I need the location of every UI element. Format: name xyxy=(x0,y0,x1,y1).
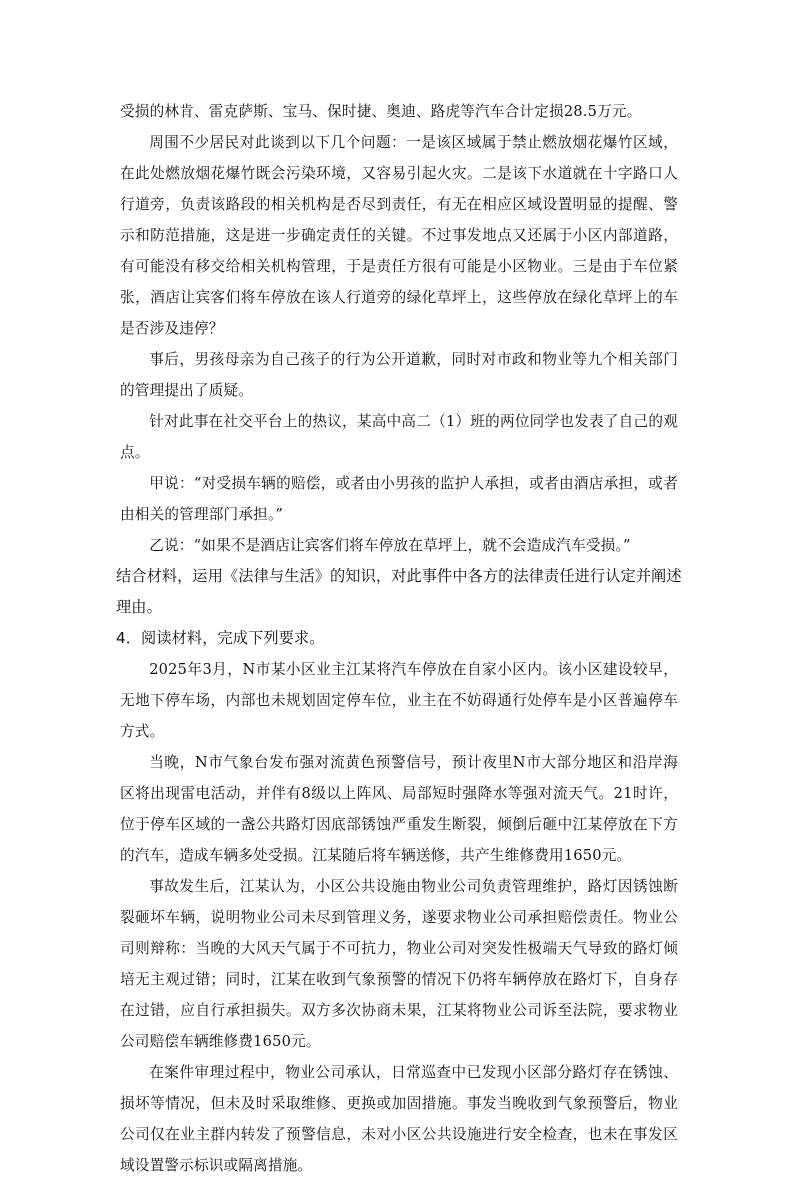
question-four-heading: 4．阅读材料，完成下列要求。 xyxy=(116,629,325,647)
passage-paragraph: 周围不少居民对此谈到以下几个问题：一是该区域属于禁止燃放烟花爆竹区域，在此处燃放烟花爆竹既会污染环境，又容易引起火灾。二是该下水道就在十字路口人行道旁，负责该路段的相关机构是否尽到责任，有无在相应区域设置明显的提醒、警示和防范措施，这是进一步确定责任的关键。不过事发地点又还属于小区内部道路，有可能没有移交给相关机构管理，于是责任方很有可能是小区物业。三是由于车位紧张，酒店让宾客们将车停放在该人行道旁的绿化草坪上，这些停放在绿化草坪上的车是否涉及违停？ xyxy=(120,134,678,337)
material-paragraph: 在案件审理过程中，物业公司承认，日常巡查中已发现小区部分路灯存在锈蚀、损坏等情况，但未及时采取维修、更换或加固措施。事发当晚收到气象预警后，物业公司仅在业主群内转发了预警信息，未对小区公共设施进行安全检查，也未在事发区域设置警示标识或隔离措施。 xyxy=(120,1064,678,1174)
page-content xyxy=(116,96,682,1181)
question-prompt: 结合材料，运用《法律与生活》的知识，对此事件中各方的法律责任进行认定并阐述理由。 xyxy=(116,567,682,616)
question-block xyxy=(116,561,684,654)
material-paragraph: 事故发生后，江某认为，小区公共设施由物业公司负责管理维护，路灯因锈蚀断裂砸坏车辆，说明物业公司未尽到管理义务，遂要求物业公司承担赔偿责任。物业公司则辩称：当晚的大风天气属于不可抗力，物业公司对突发性极端天气导致的路灯倾培无主观过错；同时，江某在收到气象预警的情况下仍将车辆停放在路灯下，自身存在过错，应自行承担损失。双方多次协商未果，江某将物业公司诉至法院，要求物业公司赔偿车辆维修费1650元。 xyxy=(120,878,678,1050)
material-paragraph: 当晚，N市气象台发布强对流黄色预警信号，预计夜里N市大部分地区和沿岸海区将出现雷电活动，并伴有8级以上阵风、局部短时强降水等强对流天气。21时许，位于停车区域的一盏公共路灯因底部锈蚀严重发生断裂，倾倒后砸中江某停放在下方的汽车，造成车辆多处受损。江某随后将车辆送修，共产生维修费用1650元。 xyxy=(120,754,678,864)
passage-paragraph: 受损的林肯、雷克萨斯、宝马、保时捷、奥迪、路虎等汽车合计定损28.5万元。 xyxy=(120,103,642,120)
passage-paragraph: 事后，男孩母亲为自己孩子的行为公开道歉，同时对市政和物业等九个相关部门的管理提出了质疑。 xyxy=(120,351,678,399)
passage-paragraph: 针对此事在社交平台上的热议，某高中高二（1）班的两位同学也发表了自己的观点。 xyxy=(120,413,678,461)
material-paragraph: 2025年3月，N市某小区业主江某将汽车停放在自家小区内。该小区建设较早，无地下停车场，内部也未规划固定停车位，业主在不妨碍通行处停车是小区普遍停车方式。 xyxy=(120,661,678,740)
passage-paragraph: 甲说：“对受损车辆的赔偿，或者由小男孩的监护人承担，或者由酒店承担，或者由相关的管理部门承担。” xyxy=(120,475,678,523)
passage-paragraph: 乙说：“如果不是酒店让宾客们将车停放在草坪上，就不会造成汽车受损。” xyxy=(149,537,631,554)
